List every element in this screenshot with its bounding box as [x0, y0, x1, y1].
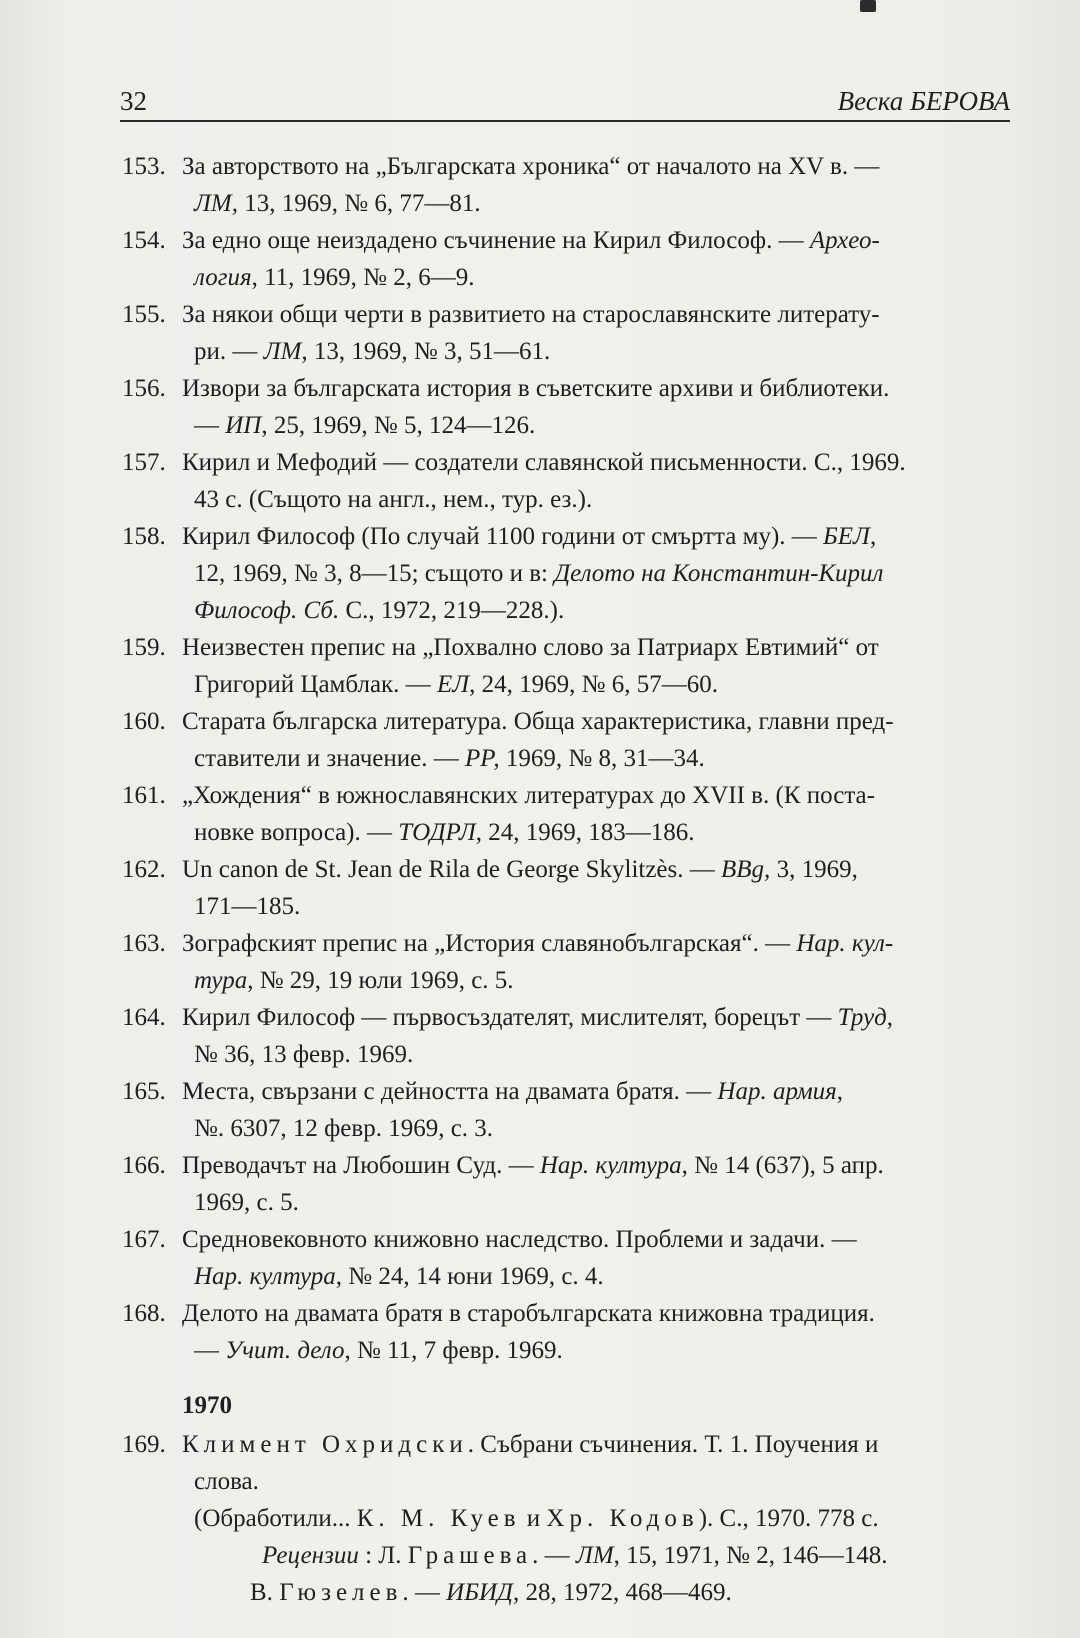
entry-number: 166. [122, 1152, 166, 1179]
journal-title: Архео- [809, 227, 880, 254]
entry-text: За едно още неиздадено съчинение на Кирил Философ. — [182, 227, 810, 254]
entry-text: За авторството на „Българската хроника“ от началото на XV в. — [182, 153, 880, 180]
entry-text: ри. — [194, 338, 264, 365]
entry-number: 167. [122, 1226, 166, 1253]
entry-number: 168. [122, 1300, 166, 1327]
entry-text: , № 14 (637), 5 апр. [681, 1152, 884, 1179]
entry-text: и [520, 1505, 547, 1532]
entry-text: слова. [194, 1468, 259, 1495]
list-item [122, 851, 1012, 925]
entry-number: 159. [122, 634, 166, 661]
entry-number: 169. [122, 1431, 166, 1458]
entry-text: „Хождения“ в южнославянских литературах до XVII в. (К поста- [182, 782, 875, 809]
year-heading: 1970 [182, 1392, 232, 1419]
journal-title: ЛМ, [263, 338, 308, 365]
page-header [120, 80, 1010, 122]
journal-title: Учит. дело [225, 1337, 345, 1364]
entry-number: 165. [122, 1078, 166, 1105]
entry-number: 153. [122, 153, 166, 180]
entry-text: Неизвестен препис на „Похвално слово за Патриарх Евтимий“ от [182, 634, 879, 661]
journal-title: ЛМ, [194, 190, 239, 217]
entry-text: Кирил Философ — първосъздателят, мислителят, борецът — [182, 1004, 838, 1031]
print-mark [860, 0, 876, 12]
entry-text: ). С., 1970. 778 с. [698, 1505, 879, 1532]
entry-text: Un canon de St. Jean de Rila de George Skylitzès. — [182, 856, 722, 883]
reviewer-name: Гюзелев [279, 1579, 403, 1606]
list-item [122, 518, 1012, 629]
entry-text: , 28, 1972, 468—469. [512, 1579, 732, 1606]
entry-text: , 24, 1969, № 6, 57—60. [469, 671, 718, 698]
entry-text: 43 с. (Същото на англ., нем., тур. ез.). [194, 486, 593, 513]
entry-number: 163. [122, 930, 166, 957]
entry-text: Средновековното книжовно наследство. Проблеми и задачи. — [182, 1226, 857, 1253]
entry-text: , [836, 1078, 844, 1105]
list-item [122, 1073, 1012, 1147]
journal-title: Нар. кул- [796, 930, 894, 957]
journal-title: ИП [225, 412, 262, 439]
page-number: 32 [120, 86, 147, 116]
book-title: Делото на Константин-Кирил [554, 560, 884, 587]
entry-text: , № 24, 14 юни 1969, с. 4. [335, 1263, 604, 1290]
journal-title: ТОДРЛ [398, 819, 476, 846]
entry-text: 13, 1969, № 6, 77—81. [238, 190, 481, 217]
entry-text: , № 29, 19 юли 1969, с. 5. [247, 967, 514, 994]
book-title: Философ. Сб. [194, 597, 340, 624]
journal-title: ЕЛ [436, 671, 470, 698]
entry-text: За някои общи черти в развитието на старославянските литерату- [182, 301, 880, 328]
entry-number: 155. [122, 301, 166, 328]
entry-number: 158. [122, 523, 166, 550]
entry-text: — [194, 1337, 226, 1364]
entry-text: : Л. [358, 1542, 408, 1569]
entry-number: 154. [122, 227, 166, 254]
entry-text: 1969, № 8, 31—34. [499, 745, 705, 772]
entry-text: , [886, 1004, 894, 1031]
journal-title: ЛМ [575, 1542, 614, 1569]
entry-number: 161. [122, 782, 166, 809]
journal-title: логия [194, 264, 252, 291]
reviewer-name: Грашева [407, 1542, 533, 1569]
entry-text: 1969, с. 5. [194, 1189, 299, 1216]
list-item [122, 1147, 1012, 1221]
entry-text: 12, 1969, № 3, 8—15; същото и в: [194, 560, 555, 587]
entry-text: 3, 1969, [770, 856, 858, 883]
entry-text: Кирил Философ (По случай 1100 години от смъртта му). — [182, 523, 824, 550]
list-item [122, 925, 1012, 999]
journal-title: ИБИД [446, 1579, 513, 1606]
journal-title: Нар. култура [194, 1263, 336, 1290]
entry-text: (Обработили... [194, 1505, 357, 1532]
entry-text: , 11, 1969, № 2, 6—9. [251, 264, 475, 291]
journal-title: Нар. култура [539, 1152, 682, 1179]
list-item [122, 703, 1012, 777]
entry-text: 13, 1969, № 3, 51—61. [307, 338, 551, 365]
entry-text: — [194, 412, 226, 439]
entry-number: 164. [122, 1004, 166, 1031]
journal-title: BBg, [721, 856, 771, 883]
entry-text: . Събрани съчинения. Т. 1. Поучения и [467, 1431, 879, 1458]
list-item [122, 296, 1012, 370]
entry-text: 171—185. [194, 893, 301, 920]
author-name: Климент Охридски [182, 1431, 468, 1458]
journal-title: Труд [837, 1004, 887, 1031]
list-item [122, 629, 1012, 703]
entry-text: , 25, 1969, № 5, 124—126. [261, 412, 536, 439]
entry-number: 160. [122, 708, 166, 735]
entry-text: Извори за българската история в съветските архиви и библиотеки. [182, 375, 890, 402]
list-item [122, 1221, 1012, 1295]
entry-text: Зографският препис на „История славянобългарская“. — [182, 930, 797, 957]
entry-text: новке вопроса). — [194, 819, 399, 846]
list-item [122, 222, 1012, 296]
entry-text: № 36, 13 февр. 1969. [194, 1041, 414, 1068]
entry-text: ставители и значение. — [194, 745, 465, 772]
entry-number: 162. [122, 856, 166, 883]
editor-name: К. М. Куев [356, 1505, 521, 1532]
entry-text: , № 11, 7 февр. 1969. [344, 1337, 563, 1364]
journal-title: БЕЛ [823, 523, 870, 550]
entry-text: В. [250, 1579, 280, 1606]
list-item [122, 444, 1012, 518]
entry-text: С., 1972, 219—228.). [339, 597, 565, 624]
bibliography-list [122, 148, 1012, 1611]
list-item [122, 777, 1012, 851]
entry-text: . — [402, 1579, 447, 1606]
entry-number: 157. [122, 449, 166, 476]
entry-number: 156. [122, 375, 166, 402]
entry-text: , 15, 1971, № 2, 146—148. [613, 1542, 888, 1569]
journal-title: Нар. армия [717, 1078, 837, 1105]
entry-text: , [869, 523, 877, 550]
entry-text: Кирил и Мефодий — создатели славянской письменности. С., 1969. [182, 449, 906, 476]
entry-text: Делото на двамата братя в старобългарската книжовна традиция. [182, 1300, 875, 1327]
entry-text: Места, свързани с дейността на двамата братя. — [182, 1078, 718, 1105]
list-item [122, 1295, 1012, 1369]
entry-text: , 24, 1969, 183—186. [475, 819, 695, 846]
journal-title: тура [194, 967, 248, 994]
entry-text: №. 6307, 12 февр. 1969, с. 3. [194, 1115, 494, 1142]
entry-text: . — [532, 1542, 576, 1569]
entry-text: Григорий Цамблак. — [194, 671, 437, 698]
list-item [122, 999, 1012, 1073]
list-item [122, 148, 1012, 222]
running-head: Веска БЕРОВА [837, 86, 1010, 116]
list-item [122, 370, 1012, 444]
entry-text: Преводачът на Любошин Суд. — [182, 1152, 540, 1179]
list-item [122, 1426, 1012, 1611]
editor-name: Хр. Кодов [546, 1505, 699, 1532]
entry-text: Старата българска литература. Обща характеристика, главни пред- [182, 708, 894, 735]
journal-title: РР, [464, 745, 500, 772]
reviews-label: Рецензии [262, 1542, 359, 1569]
